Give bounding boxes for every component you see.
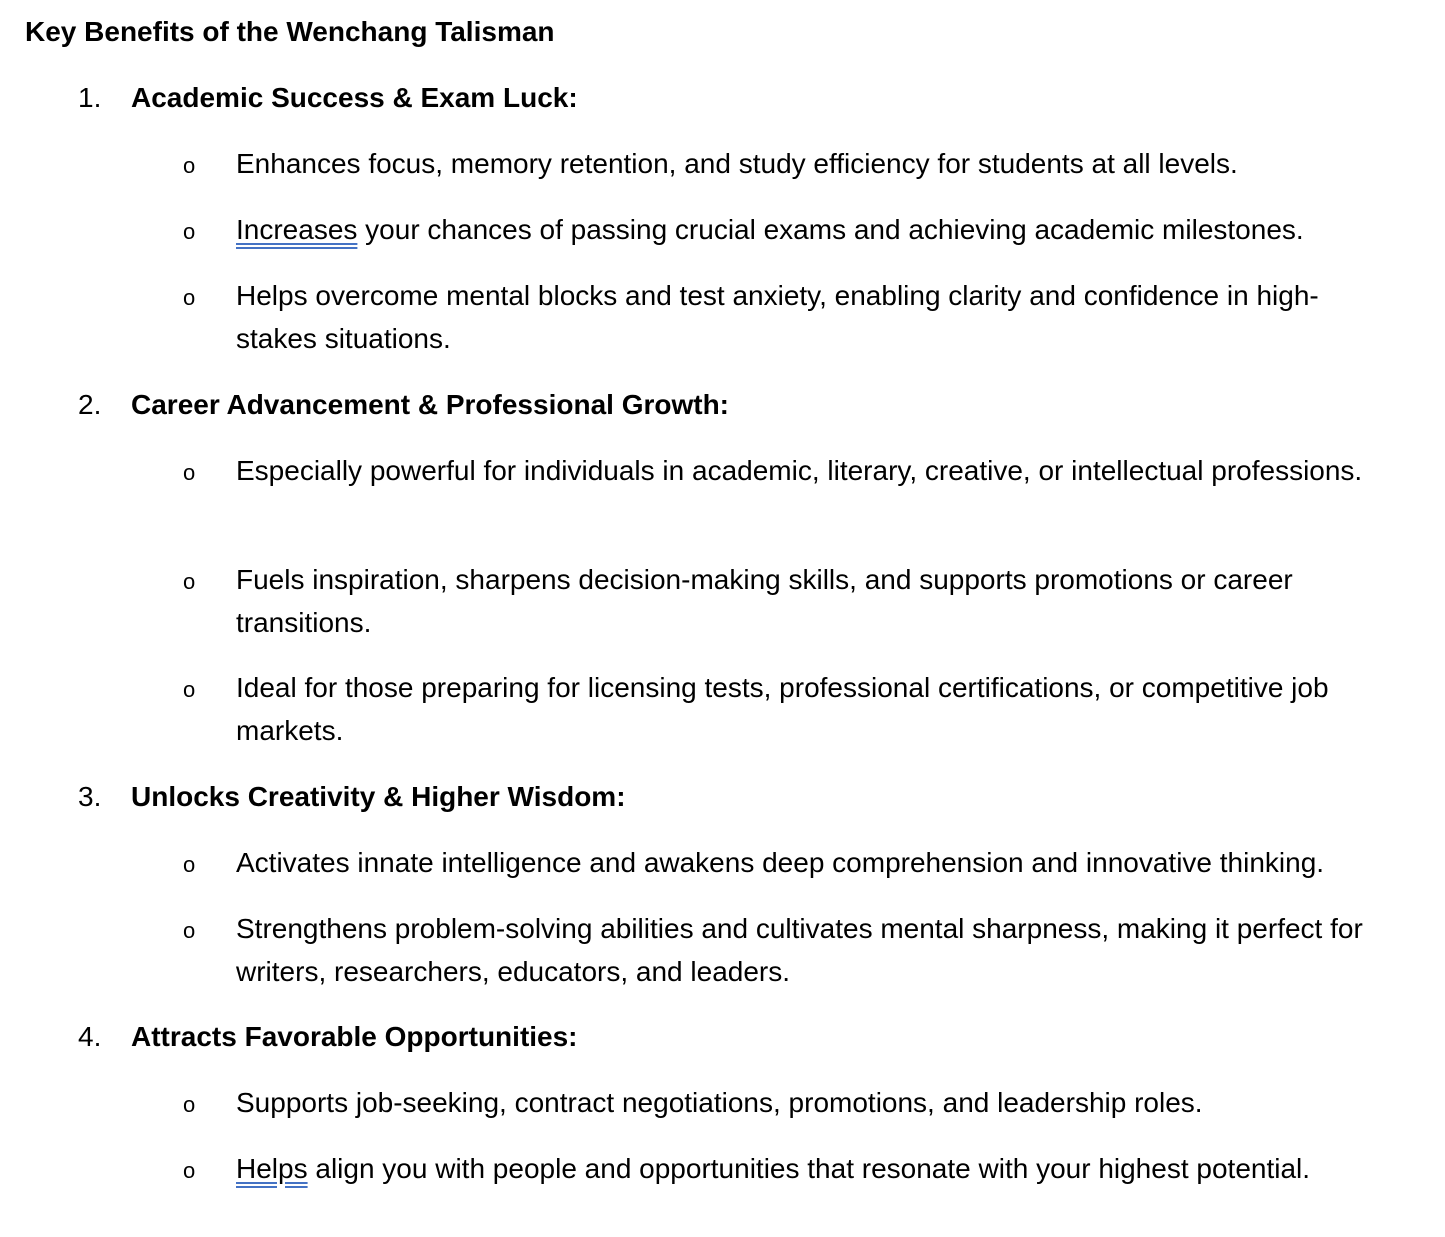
list-item-text: your chances of passing crucial exams and achieving academic milestones. — [357, 214, 1304, 245]
section-heading: Academic Success & Exam Luck: — [131, 82, 578, 113]
list-item: Activates innate intelligence and awakens deep comprehension and innovative thinking. — [236, 847, 1325, 878]
list-item — [236, 1147, 1396, 1190]
list-item: Strengthens problem-solving abilities and cultivates mental sharpness, making it perfect for writers, researchers, educators, and leaders. — [236, 913, 1363, 987]
section-heading: Unlocks Creativity & Higher Wisdom: — [131, 781, 626, 812]
bullet-icon: o — [183, 1158, 196, 1183]
bullet-icon: o — [183, 569, 196, 594]
bullet-icon: o — [183, 1092, 196, 1117]
section-number: 2. — [78, 389, 102, 420]
bullet-icon: o — [183, 677, 196, 702]
section-number: 4. — [78, 1021, 102, 1052]
bullet-icon: o — [183, 918, 196, 943]
grammar-flagged-word[interactable]: Helps — [236, 1153, 308, 1184]
section-heading: Career Advancement & Professional Growth: — [131, 389, 730, 420]
bullet-icon: o — [183, 852, 196, 877]
list-item: Fuels inspiration, sharpens decision-making skills, and supports promotions or career transitions. — [236, 564, 1293, 638]
bullet-icon: o — [183, 285, 196, 310]
bullet-icon: o — [183, 153, 196, 178]
list-item-text: align you with people and opportunities that resonate with your highest potential. — [307, 1153, 1311, 1184]
document-title: Key Benefits of the Wenchang Talisman — [25, 16, 555, 47]
section-heading: Attracts Favorable Opportunities: — [131, 1021, 578, 1052]
bullet-icon: o — [183, 460, 196, 485]
bullet-icon: o — [183, 219, 196, 244]
list-item: Especially powerful for individuals in academic, literary, creative, or intellectual professions. — [236, 455, 1363, 486]
list-item: Supports job-seeking, contract negotiations, promotions, and leadership roles. — [236, 1087, 1203, 1118]
list-item — [236, 208, 1396, 251]
section-number: 1. — [78, 82, 102, 113]
list-item: Helps overcome mental blocks and test anxiety, enabling clarity and confidence in high-stakes situations. — [236, 280, 1319, 354]
list-item: Ideal for those preparing for licensing tests, professional certifications, or competitive job markets. — [236, 672, 1329, 746]
section-number: 3. — [78, 781, 102, 812]
list-item: Enhances focus, memory retention, and study efficiency for students at all levels. — [236, 148, 1238, 179]
grammar-flagged-word[interactable]: Increases — [236, 214, 358, 245]
